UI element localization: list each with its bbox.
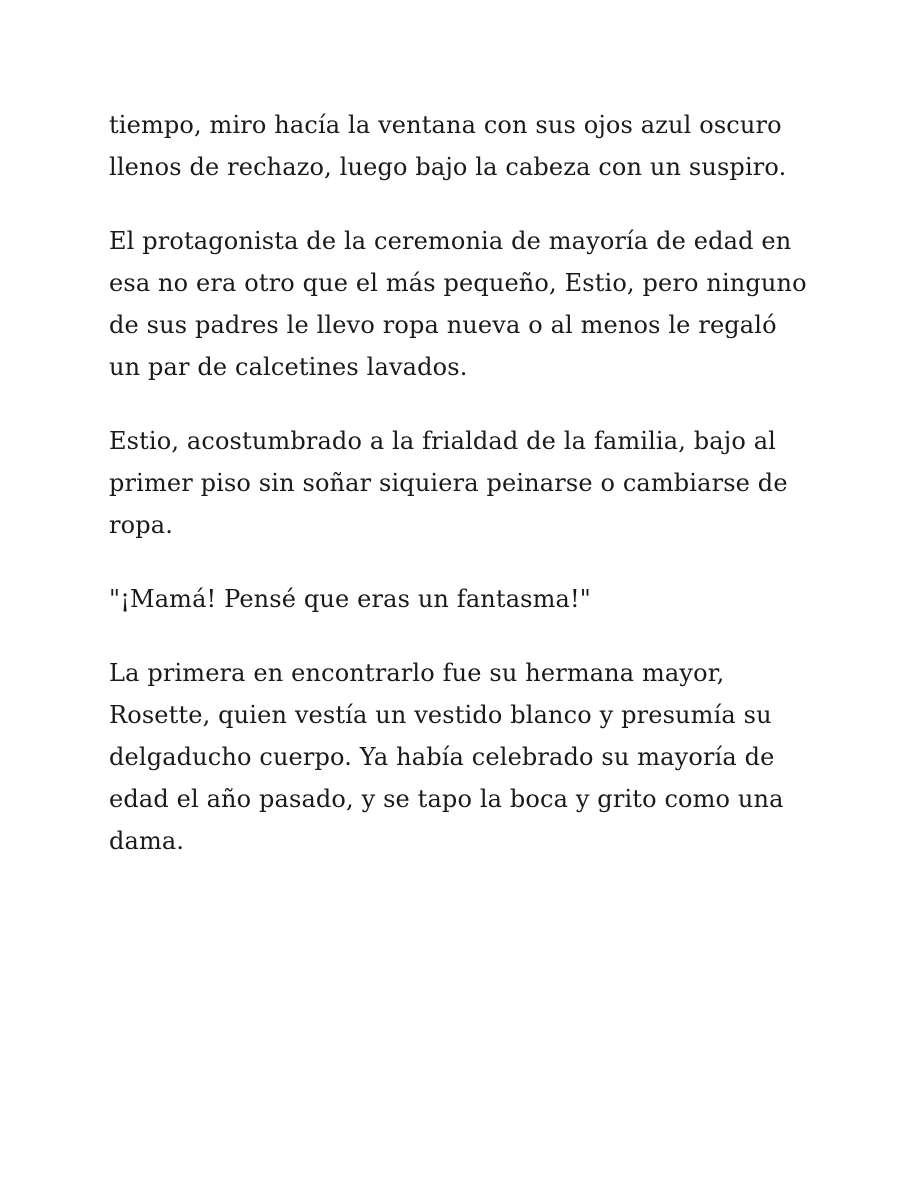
paragraph-4-dialogue: "¡Mamá! Pensé que eras un fantasma!"	[109, 585, 591, 613]
paragraph-1: tiempo, miro hacía la ventana con sus ojos azul oscuro llenos de rechazo, luego bajo la cabeza con un suspiro.	[109, 111, 787, 181]
paragraph-3: Estio, acostumbrado a la frialdad de la familia, bajo al primer piso sin soñar siquiera peinarse o cambiarse de ropa.	[109, 427, 788, 539]
paragraph-5: La primera en encontrarlo fue su hermana mayor, Rosette, quien vestía un vestido blanco y presumía su delgaducho cuerpo. Ya había celebrado su mayoría de edad el año pasado, y se tapo la boca y grito como una dama.	[109, 659, 784, 855]
paragraph-2: El protagonista de la ceremonia de mayoría de edad en esa no era otro que el más pequeño, Estio, pero ninguno de sus padres le llevo ropa nueva o al menos le regaló un par de calcetines lavados.	[109, 227, 807, 381]
